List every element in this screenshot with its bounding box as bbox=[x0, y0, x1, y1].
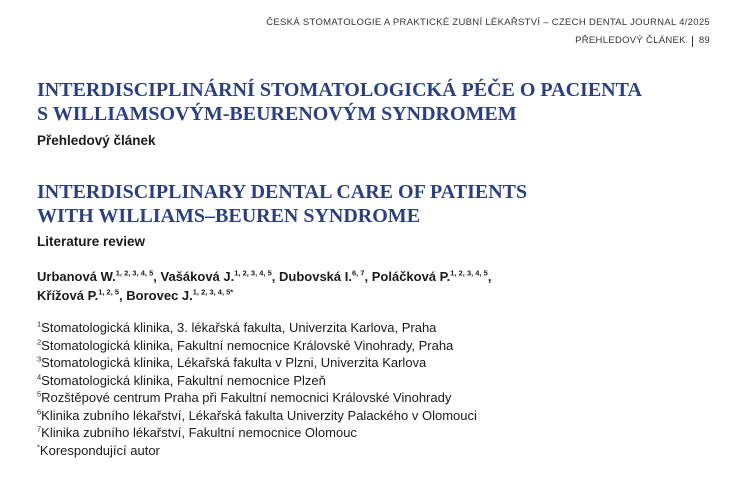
affiliation-mark: 1 bbox=[37, 319, 42, 329]
affiliation-item bbox=[37, 372, 477, 390]
affiliation-mark: 6 bbox=[37, 407, 42, 417]
affiliation-text: Korespondující autor bbox=[39, 442, 160, 458]
affiliation-text: Stomatologická klinika, Fakultní nemocnice Plzeň bbox=[41, 372, 326, 388]
author-affiliation-marks: 6, 7 bbox=[351, 268, 365, 278]
author-separator: , bbox=[487, 269, 492, 284]
author-name: Poláčková P. bbox=[371, 269, 451, 284]
author-list bbox=[37, 267, 637, 305]
affiliation-item bbox=[37, 407, 477, 425]
affiliation-item bbox=[37, 337, 477, 355]
author-affiliation-marks: 1, 2, 3, 4, 5 bbox=[450, 268, 488, 278]
affiliation-text: Klinika zubního lékařství, Lékařská fakulta Univerzity Palackého v Olomouci bbox=[41, 407, 477, 423]
author-affiliation-marks: 1, 2, 5 bbox=[98, 287, 120, 297]
author-separator: , bbox=[364, 269, 372, 284]
title-english-line-1: INTERDISCIPLINARY DENTAL CARE OF PATIENTS bbox=[37, 181, 528, 203]
author bbox=[126, 288, 233, 303]
author bbox=[37, 288, 126, 303]
affiliation-item bbox=[37, 442, 477, 460]
author-name: Dubovská I. bbox=[279, 269, 352, 284]
affiliation-text: Stomatologická klinika, Lékařská fakulta v Plzni, Univerzita Karlova bbox=[41, 355, 427, 370]
author-affiliation-marks: 1, 2, 3, 4, 5 bbox=[115, 268, 154, 278]
affiliation-item bbox=[37, 354, 477, 372]
affiliation-mark: 3 bbox=[37, 354, 42, 364]
journal-name: ČESKÁ STOMATOLOGIE A PRAKTICKÉ ZUBNÍ LÉKAŘSTVÍ – CZECH DENTAL JOURNAL 4/2025 bbox=[266, 17, 710, 28]
author-name: Urbanová W. bbox=[37, 269, 116, 284]
author-separator: , bbox=[153, 269, 161, 284]
author-separator: , bbox=[271, 269, 280, 284]
title-english bbox=[37, 180, 527, 228]
affiliation-text: Rozštěpové centrum Praha při Fakultní nemocnici Královské Vinohrady bbox=[41, 390, 452, 405]
affiliation-text: Stomatologická klinika, 3. lékařská fakulta, Univerzita Karlova, Praha bbox=[41, 320, 437, 335]
affiliation-text: Klinika zubního lékařství, Fakultní nemocnice Olomouc bbox=[41, 425, 357, 440]
author-separator: , bbox=[119, 288, 127, 303]
affiliation-mark: 4 bbox=[37, 372, 42, 382]
author bbox=[372, 269, 492, 284]
affiliation-mark: 5 bbox=[37, 389, 42, 399]
affiliation-mark: 7 bbox=[37, 424, 42, 434]
author-name: Křížová P. bbox=[37, 288, 99, 303]
author bbox=[161, 269, 280, 284]
author bbox=[279, 269, 372, 284]
article-type-czech: Přehledový článek bbox=[37, 133, 156, 148]
header-divider bbox=[692, 36, 693, 47]
section-line bbox=[266, 32, 710, 50]
page-number: 89 bbox=[698, 35, 710, 46]
affiliation-item bbox=[37, 389, 477, 407]
author-name: Vašáková J. bbox=[160, 269, 235, 284]
author-affiliation-marks: 1, 2, 3, 4, 5 bbox=[234, 268, 272, 278]
running-header bbox=[266, 14, 710, 50]
title-english-line-2: WITH WILLIAMS–BEUREN SYNDROME bbox=[37, 205, 421, 227]
author bbox=[37, 269, 161, 284]
affiliation-item bbox=[37, 319, 477, 337]
author-affiliation-marks: 1, 2, 3, 4, 5* bbox=[192, 287, 234, 297]
affiliation-mark: * bbox=[37, 442, 40, 452]
affiliation-list bbox=[37, 319, 477, 459]
title-czech bbox=[37, 78, 642, 126]
affiliation-mark: 2 bbox=[37, 337, 42, 347]
section-label: PŘEHLEDOVÝ ČLÁNEK bbox=[575, 35, 686, 46]
article-type-english: Literature review bbox=[37, 234, 146, 249]
title-czech-line-2: S WILLIAMSOVÝM-BEURENOVÝM SYNDROMEM bbox=[37, 103, 517, 125]
title-czech-line-1: INTERDISCIPLINÁRNÍ STOMATOLOGICKÁ PÉČE O PACIENTA bbox=[37, 79, 642, 101]
affiliation-text: Stomatologická klinika, Fakultní nemocnice Královské Vinohrady, Praha bbox=[41, 337, 454, 353]
affiliation-item bbox=[37, 424, 477, 442]
author-name: Borovec J. bbox=[126, 288, 193, 303]
